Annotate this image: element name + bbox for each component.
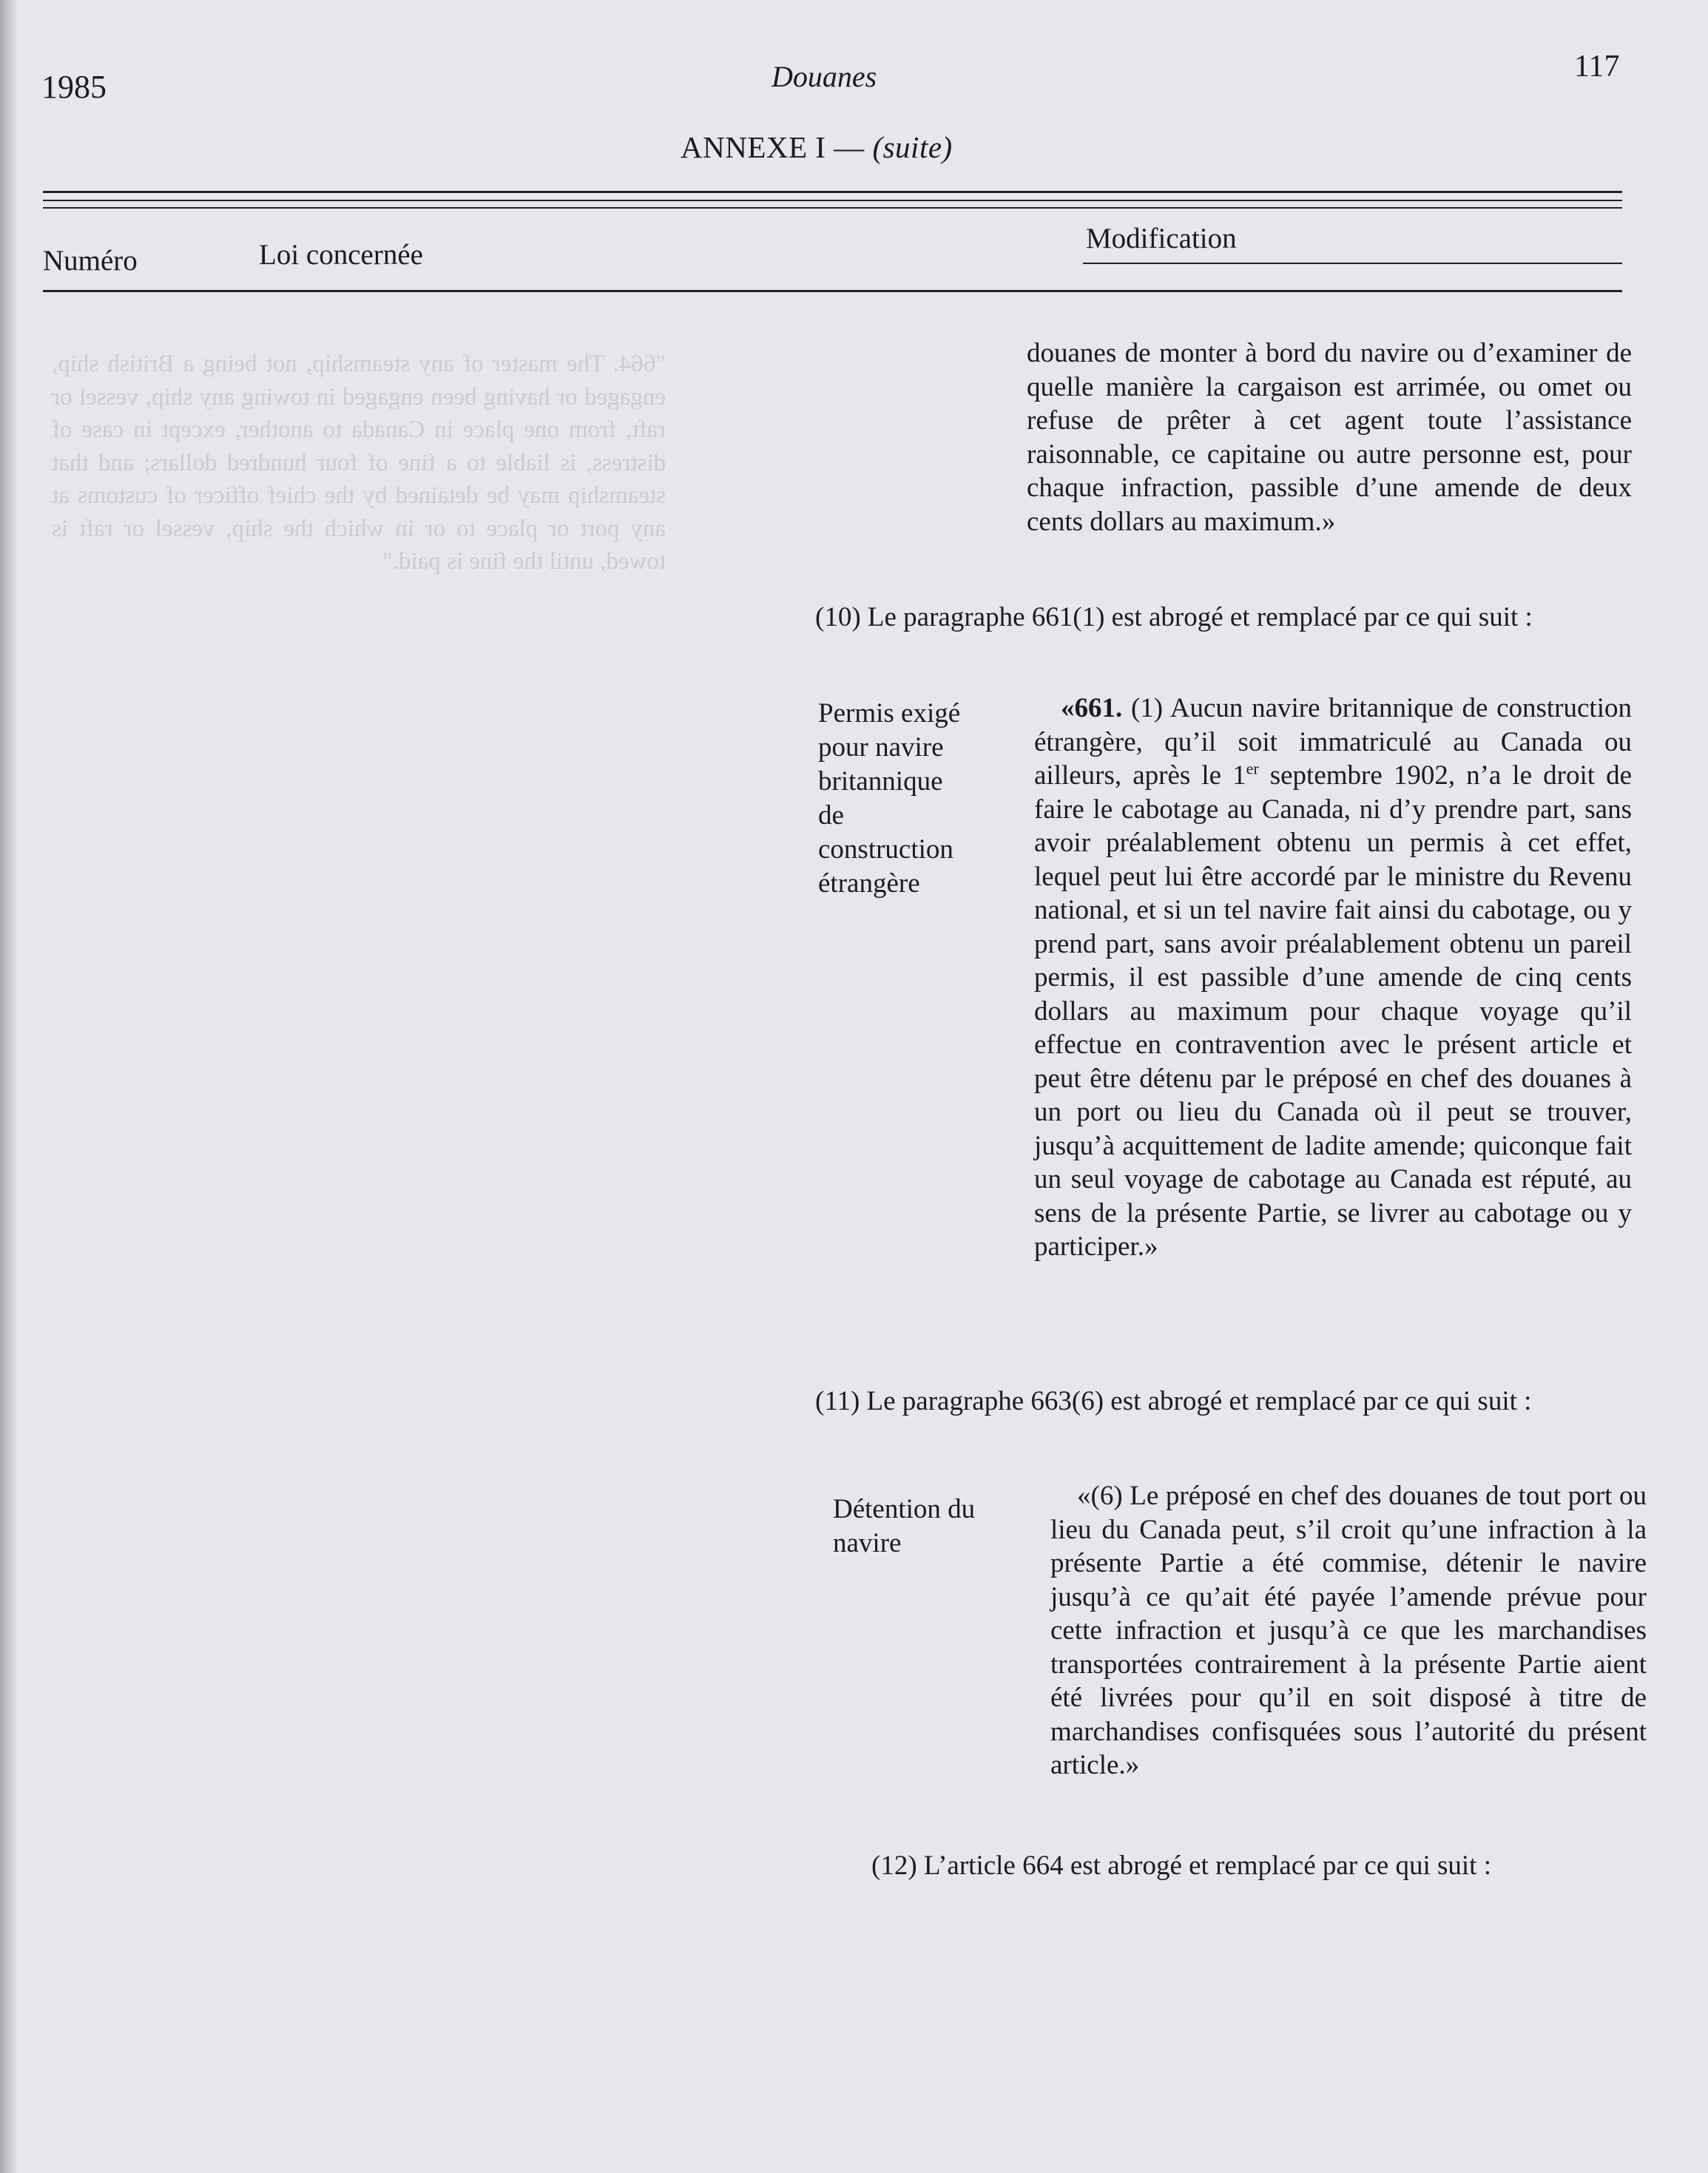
top-rule-1 xyxy=(43,191,1622,193)
page-number: 117 xyxy=(1574,50,1620,84)
page-edge-shadow xyxy=(0,0,19,2173)
header-title: Douanes xyxy=(772,60,877,93)
paragraph-12-intro: (12) L’article 664 est abrogé et remplacé par ce qui suit : xyxy=(871,1851,1491,1881)
header-bottom-rule xyxy=(43,290,1622,292)
paragraph-10-intro: (10) Le paragraphe 661(1) est abrogé et remplacé par ce qui suit : xyxy=(815,602,1533,632)
paragraph-11-intro: (11) Le paragraphe 663(6) est abrogé et remplacé par ce qui suit : xyxy=(815,1386,1532,1416)
article-661 xyxy=(1034,692,1632,1264)
annex-title-text: ANNEXE I — xyxy=(681,130,865,164)
column-header-amendment-underline xyxy=(1083,263,1622,264)
side-note-permit: Permis exigé pour navire britannique de construction étrangère xyxy=(818,698,961,899)
side-note-detention: Détention du navire xyxy=(833,1494,976,1558)
article-661-number: «661. xyxy=(1061,693,1123,723)
subsection-663-6: «(6) Le préposé en chef des douanes de tout port ou lieu du Canada peut, s’il croit qu’une infraction à la présente Partie a été commise, détenir le navire jusqu’à ce qu’ait été payée l’amende prévue pour cette infraction et jusqu’à ce que les marchandises transportées contrairement à la présente Partie aient été livrées pour qu’il en soit disposé à titre de marchandises confisquées sous l’autorité du présent article.» xyxy=(1050,1481,1647,1780)
annex-title-suffix: (suite) xyxy=(872,130,953,164)
show-through-bleed: "664. The master of any steamship, not being a British ship, engaged or having been engaged in towing any ship, vessel or raft, from one place in Canada to another, except in case of distress, is liable to a fine of four hundred dollars; and that steamship may be detained by the chief officer of customs at any port or place to or in which the ship, vessel or raft is towed, until the fine is paid." xyxy=(52,351,666,575)
header-year: 1985 xyxy=(41,69,107,105)
column-header-law: Loi concernée xyxy=(259,239,423,271)
column-header-amendment: Modification xyxy=(1086,223,1237,254)
article-661-superscript: er xyxy=(1246,759,1259,778)
column-header-number: Numéro xyxy=(43,245,138,277)
top-rule-3 xyxy=(43,207,1622,209)
top-rule-2 xyxy=(43,200,1622,201)
article-661-text-b: septembre 1902, n’a le droit de faire le cabotage au Canada, ni d’y prendre part, sans avoir préalablement obtenu un permis à cet effet, lequel peut lui être accordé par le ministre du Revenu national, et si un tel navire fait ainsi du cabotage, ou y prend part, sans avoir préalablement obtenu un pareil permis, il est passible d’une amende de cinq cents dollars au maximum pour chaque voyage qu’il effectue en contravention avec le présent article et peut être détenu par le préposé en chef des douanes à un port ou lieu du Canada où il peut se trouver, jusqu’à acquittement de ladite amende; quiconque fait un seul voyage de cabotage au Canada est réputé, au sens de la présente Partie, se livrer au cabotage ou y participer.» xyxy=(1034,760,1633,1262)
article-661-text-a: (1) Aucun navire britannique de construction étrangère, qu’il soit immatriculé au Canada ou ailleurs, après le 1 xyxy=(1034,693,1632,791)
continuation-paragraph: douanes de monter à bord du navire ou d’examiner de quelle manière la cargaison est arrimée, ou omet ou refuse de prêter à cet agent toute l’assistance raisonnable, ce capitaine ou autre personne est, pour chaque infraction, passible d’une amende de deux cents dollars au maximum.» xyxy=(1027,338,1632,537)
annex-title xyxy=(681,129,953,165)
